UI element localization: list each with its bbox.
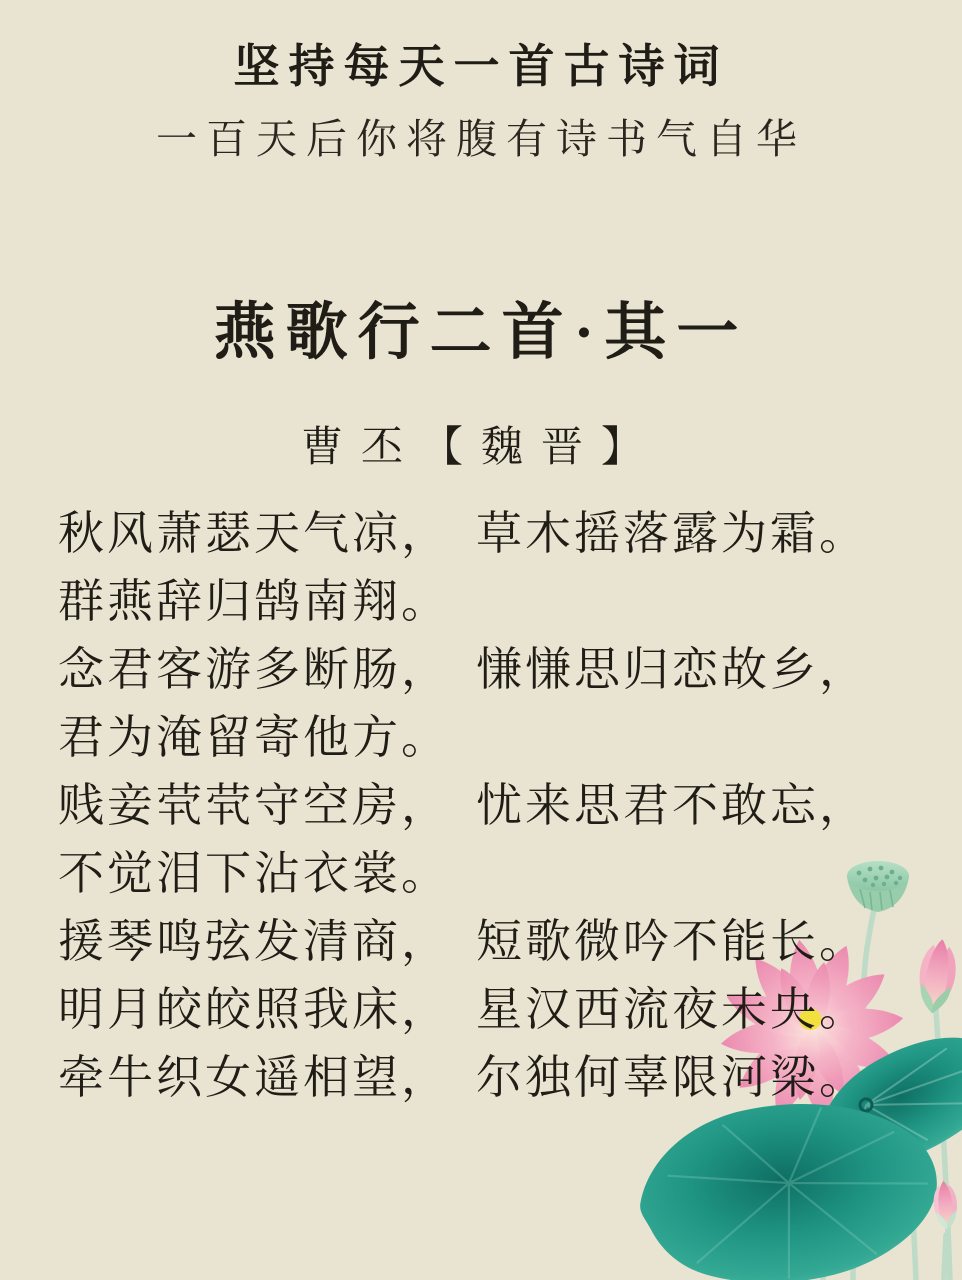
poem-line: 明月皎皎照我床， 星汉西流夜未央。: [58, 984, 868, 1035]
poem-line: 牵牛织女遥相望， 尔独何辜限河梁。: [58, 1052, 868, 1103]
poem-line: 念君客游多断肠， 慊慊思归恋故乡，: [58, 644, 868, 695]
poem-line: 不觉泪下沾衣裳。: [58, 848, 450, 899]
header-subtitle: 一百天后你将腹有诗书气自华: [156, 116, 806, 162]
poem-line: 群燕辞归鹄南翔。: [58, 576, 450, 627]
poem-body: [58, 500, 956, 1112]
poem-title: 燕歌行二首·其一: [213, 299, 749, 367]
poem-line: 援琴鸣弦发清商， 短歌微吟不能长。: [58, 916, 868, 967]
header-title: 坚持每天一首古诗词: [233, 41, 729, 92]
poem-line: 君为淹留寄他方。: [58, 712, 450, 763]
poem-line: 秋风萧瑟天气凉， 草木摇落露为霜。: [58, 508, 868, 559]
poem-line: 贱妾茕茕守空房， 忧来思君不敢忘，: [58, 780, 868, 831]
poem-author: 曹丕【魏晋】: [300, 425, 661, 471]
